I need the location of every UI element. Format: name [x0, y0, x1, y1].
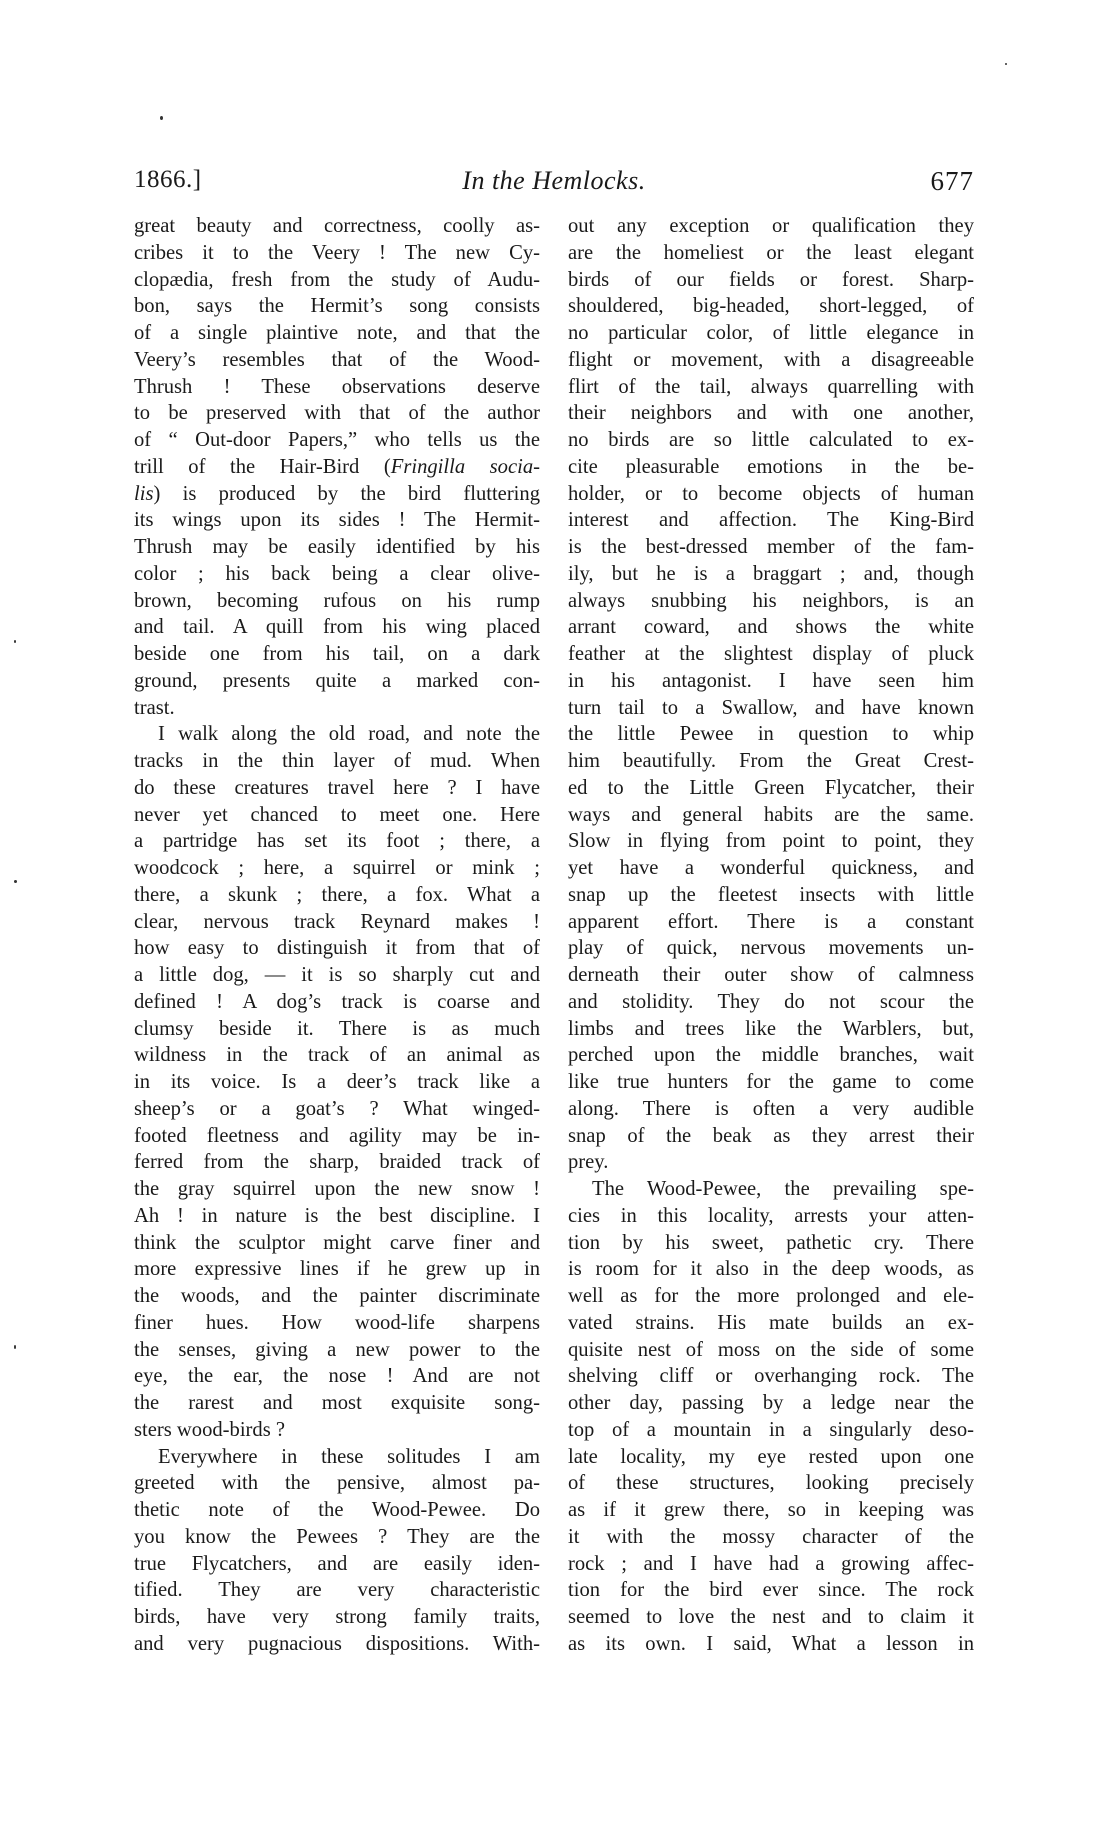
text-line: feather at the slightest display of pluck: [568, 643, 974, 665]
text-line: quisite nest of moss on the side of some: [568, 1338, 974, 1361]
text-line: flight or movement, with a disagreeable: [568, 348, 974, 371]
text-line: in his antagonist. I have seen him: [568, 669, 974, 692]
text-line: trast.: [134, 696, 175, 719]
text-line: a partridge has set its foot ; there, a: [134, 830, 540, 853]
text-line: bon, says the Hermit’s song consists: [134, 295, 540, 318]
text-line: woodcock ; here, a squirrel or mink ;: [134, 857, 540, 879]
text-line: and stolidity. They do not scour the: [568, 990, 974, 1013]
text-line: thetic note of the Wood-Pewee. Do: [134, 1499, 540, 1521]
text-line: tion for the bird ever since. The rock: [568, 1579, 974, 1602]
text-line: interest and affection. The King-Bird: [568, 509, 974, 532]
text-line: sheep’s or a goat’s ? What winged-: [134, 1097, 540, 1120]
text-line: are the homeliest or the least elegant: [568, 241, 974, 264]
text-line: is the best-dressed member of the fam-: [568, 536, 974, 558]
text-line: the little Pewee in question to whip: [568, 723, 974, 746]
text-line: the senses, giving a new power to the: [134, 1338, 540, 1361]
text-line: birds, have very strong family traits,: [134, 1606, 540, 1628]
scan-speck: [14, 880, 17, 883]
species-name-italic: Fringilla socia-: [390, 455, 540, 478]
text-line: no particular color, of little elegance in: [568, 322, 974, 344]
text-line: think the sculptor might carve finer and: [134, 1231, 540, 1254]
text-line: always snubbing his neighbors, is an: [568, 589, 974, 612]
text-line: cies in this locality, arrests your atten-: [568, 1204, 974, 1227]
text-line: cite pleasurable emotions in the be-: [568, 455, 974, 478]
text-line: apparent effort. There is a constant: [568, 910, 974, 933]
text-line: do these creatures travel here ? I have: [134, 776, 540, 799]
page-number: 677: [930, 166, 974, 196]
text-line: play of quick, nervous movements un-: [568, 937, 974, 960]
text-line: ily, but he is a braggart ; and, though: [568, 562, 974, 585]
text-line: sters wood-birds ?: [134, 1418, 285, 1441]
text-line: no birds are so little calculated to ex-: [568, 429, 974, 451]
text-line: Thrush may be easily identified by his: [134, 536, 540, 558]
text-line: well as for the more prolonged and ele-: [568, 1285, 974, 1307]
text-line: Ah ! in nature is the best discipline. I: [134, 1204, 540, 1227]
running-head: [134, 166, 974, 202]
text-line: more expressive lines if he grew up in: [134, 1258, 540, 1281]
text-line: tion by his sweet, pathetic cry. There: [568, 1231, 974, 1254]
text-line: along. There is often a very audible: [568, 1097, 974, 1120]
text-line: color ; his back being a clear olive-: [134, 562, 540, 585]
text-line: wildness in the track of an animal as: [134, 1044, 540, 1067]
text-line: in its voice. Is a deer’s track like a: [134, 1071, 540, 1093]
text-line: and tail. A quill from his wing placed: [134, 616, 540, 639]
text-line: tracks in the thin layer of mud. When: [134, 750, 540, 772]
text-line: is room for it also in the deep woods, as: [568, 1258, 974, 1281]
text-line: tified. They are very characteristic: [134, 1579, 540, 1602]
text-line: snap of the beak as they arrest their: [568, 1124, 974, 1147]
text-line: The Wood-Pewee, the prevailing spe-: [592, 1178, 974, 1200]
text-line: ground, presents quite a marked con-: [134, 669, 540, 692]
text-line: seemed to love the nest and to claim it: [568, 1606, 974, 1628]
text-line: to be preserved with that of the author: [134, 402, 540, 425]
text-line: snap up the fleetest insects with little: [568, 883, 974, 906]
text-line: flirt of the tail, always quarrelling with: [568, 375, 974, 398]
text-line: you know the Pewees ? They are the: [134, 1525, 540, 1548]
text-line: brown, becoming rufous on his rump: [134, 589, 540, 612]
text-line: out any exception or qualification they: [568, 215, 974, 237]
species-name-italic: lis: [134, 482, 154, 505]
text-line: him beautifully. From the Great Crest-: [568, 750, 974, 772]
text-line: I walk along the old road, and note the: [158, 723, 540, 746]
text-line: their neighbors and with one another,: [568, 402, 974, 425]
text-line: and very pugnacious dispositions. With-: [134, 1632, 540, 1655]
text-line: defined ! A dog’s track is coarse and: [134, 990, 540, 1013]
scan-speck: [14, 640, 16, 643]
text-line: trill of the Hair-Bird (Fringilla socia-: [134, 455, 540, 478]
text-line: as if it grew there, so in keeping was: [568, 1499, 974, 1521]
text-line: true Flycatchers, and are easily iden-: [134, 1552, 540, 1575]
text-line: shouldered, big-headed, short-legged, of: [568, 295, 974, 318]
text-line: vated strains. His mate builds an ex-: [568, 1311, 974, 1334]
text-line: never yet chanced to meet one. Here: [134, 803, 540, 826]
text-line: eye, the ear, the nose ! And are not: [134, 1365, 540, 1388]
running-head-year: 1866.]: [134, 166, 202, 193]
text-line: ferred from the sharp, braided track of: [134, 1151, 540, 1174]
text-line: of “ Out-door Papers,” who tells us the: [134, 429, 540, 451]
text-line: yet have a wonderful quickness, and: [568, 857, 974, 879]
text-line: the woods, and the painter discriminate: [134, 1285, 540, 1307]
text-line: arrant coward, and shows the white: [568, 616, 974, 639]
text-line: Veery’s resembles that of the Wood-: [134, 348, 540, 371]
scan-speck: [1005, 63, 1007, 65]
text-line: beside one from his tail, on a dark: [134, 643, 540, 665]
text-line: ed to the Little Green Flycatcher, their: [568, 776, 974, 799]
text-line: footed fleetness and agility may be in-: [134, 1124, 540, 1147]
text-line: derneath their outer show of calmness: [568, 964, 974, 986]
text-line: greeted with the pensive, almost pa-: [134, 1472, 540, 1495]
text-line: its wings upon its sides ! The Hermit-: [134, 509, 540, 532]
text-line: a little dog, — it is so sharply cut and: [134, 964, 540, 986]
text-line: late locality, my eye rested upon one: [568, 1445, 974, 1468]
text-line: Thrush ! These observations deserve: [134, 375, 540, 398]
text-line: Slow in flying from point to point, they: [568, 830, 974, 853]
text-line: there, a skunk ; there, a fox. What a: [134, 883, 540, 906]
left-column: [134, 213, 540, 1658]
text-line: top of a mountain in a singularly deso-: [568, 1418, 974, 1441]
text-line: clumsy beside it. There is as much: [134, 1017, 540, 1040]
running-head-title: In the Hemlocks.: [462, 166, 646, 195]
text-line: turn tail to a Swallow, and have known: [568, 696, 974, 719]
text-line: perched upon the middle branches, wait: [568, 1044, 974, 1067]
text-line: cribes it to the Veery ! The new Cy-: [134, 241, 540, 264]
scan-speck: [160, 116, 163, 120]
text-line: how easy to distinguish it from that of: [134, 937, 540, 960]
text-line: Everywhere in these solitudes I am: [158, 1445, 540, 1468]
text-line: finer hues. How wood-life sharpens: [134, 1311, 540, 1334]
text-line: clear, nervous track Reynard makes !: [134, 910, 540, 933]
scan-speck: [14, 1345, 16, 1349]
text-line: prey.: [568, 1151, 609, 1174]
text-line: rock ; and I have had a growing affec-: [568, 1552, 974, 1575]
text-line: of a single plaintive note, and that the: [134, 322, 540, 344]
text-line: clopædia, fresh from the study of Audu-: [134, 268, 540, 291]
text-line: limbs and trees like the Warblers, but,: [568, 1017, 974, 1040]
text-line: the gray squirrel upon the new snow !: [134, 1178, 540, 1200]
text-line: holder, or to become objects of human: [568, 482, 974, 505]
text-line: it with the mossy character of the: [568, 1525, 974, 1548]
right-column: [568, 213, 974, 1658]
text-line: birds of our fields or forest. Sharp-: [568, 268, 974, 291]
text-line: as its own. I said, What a lesson in: [568, 1632, 974, 1655]
text-line: of these structures, looking precisely: [568, 1472, 974, 1495]
text-line: great beauty and correctness, coolly as-: [134, 215, 540, 237]
text-line: shelving cliff or overhanging rock. The: [568, 1365, 974, 1388]
text-line: the rarest and most exquisite song-: [134, 1392, 540, 1414]
text-line: ways and general habits are the same.: [568, 803, 974, 826]
text-line: like true hunters for the game to come: [568, 1071, 974, 1093]
text-line: other day, passing by a ledge near the: [568, 1392, 974, 1414]
text-line: lis) is produced by the bird fluttering: [134, 482, 540, 505]
